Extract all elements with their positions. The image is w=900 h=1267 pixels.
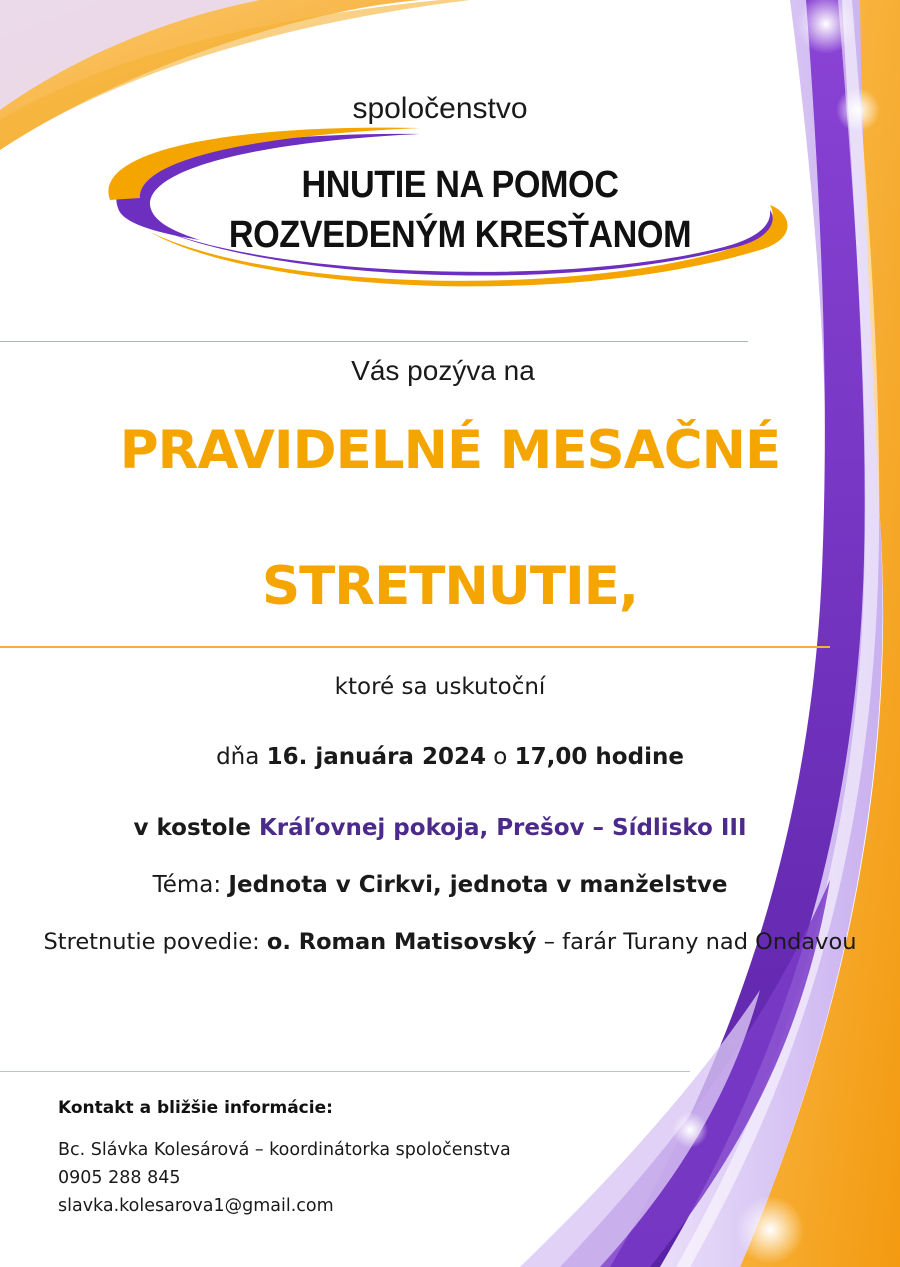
headline-line1: PRAVIDELNÉ MESAČNÉ	[119, 420, 781, 481]
topic-line	[40, 872, 840, 898]
organization-name-line2: ROZVEDENÝM KRESŤANOM	[228, 214, 692, 256]
divider-middle	[0, 646, 830, 648]
event-date: 16. januára 2024	[266, 744, 486, 770]
organization-name	[190, 160, 730, 260]
place-prefix: v kostole	[133, 815, 259, 841]
speaker-role: – farár Turany nad Ondavou	[536, 929, 857, 955]
event-time: 17,00 hodine	[514, 744, 684, 770]
place-line	[60, 815, 820, 841]
contact-phone: 0905 288 845	[58, 1168, 181, 1188]
event-place: Kráľovnej pokoja, Prešov – Sídlisko III	[258, 815, 747, 841]
date-prefix: dňa	[216, 744, 267, 770]
organization-name-line1: HNUTIE NA POMOC	[301, 164, 619, 206]
organization-prefix: spoločenstvo	[352, 92, 528, 125]
contact-heading: Kontakt a bližšie informácie:	[58, 1098, 333, 1118]
time-connector: o	[485, 744, 515, 770]
date-line	[100, 744, 800, 770]
headline-line2: STRETNUTIE,	[261, 556, 639, 617]
speaker-name: o. Roman Matisovský	[266, 929, 537, 955]
speaker-label: Stretnutie povedie:	[43, 929, 267, 955]
divider-top	[0, 341, 748, 342]
takes-place-text: ktoré sa uskutoční	[334, 674, 546, 700]
contact-name: Bc. Slávka Kolesárová – koordinátorka spoločenstva	[58, 1140, 511, 1160]
event-topic: Jednota v Cirkvi, jednota v manželstve	[228, 872, 728, 898]
contact-email: slavka.kolesarova1@gmail.com	[58, 1196, 334, 1216]
topic-label: Téma:	[152, 872, 229, 898]
invite-intro: Vás pozýva na	[351, 355, 535, 386]
speaker-line	[0, 929, 900, 955]
divider-bottom	[0, 1071, 690, 1072]
